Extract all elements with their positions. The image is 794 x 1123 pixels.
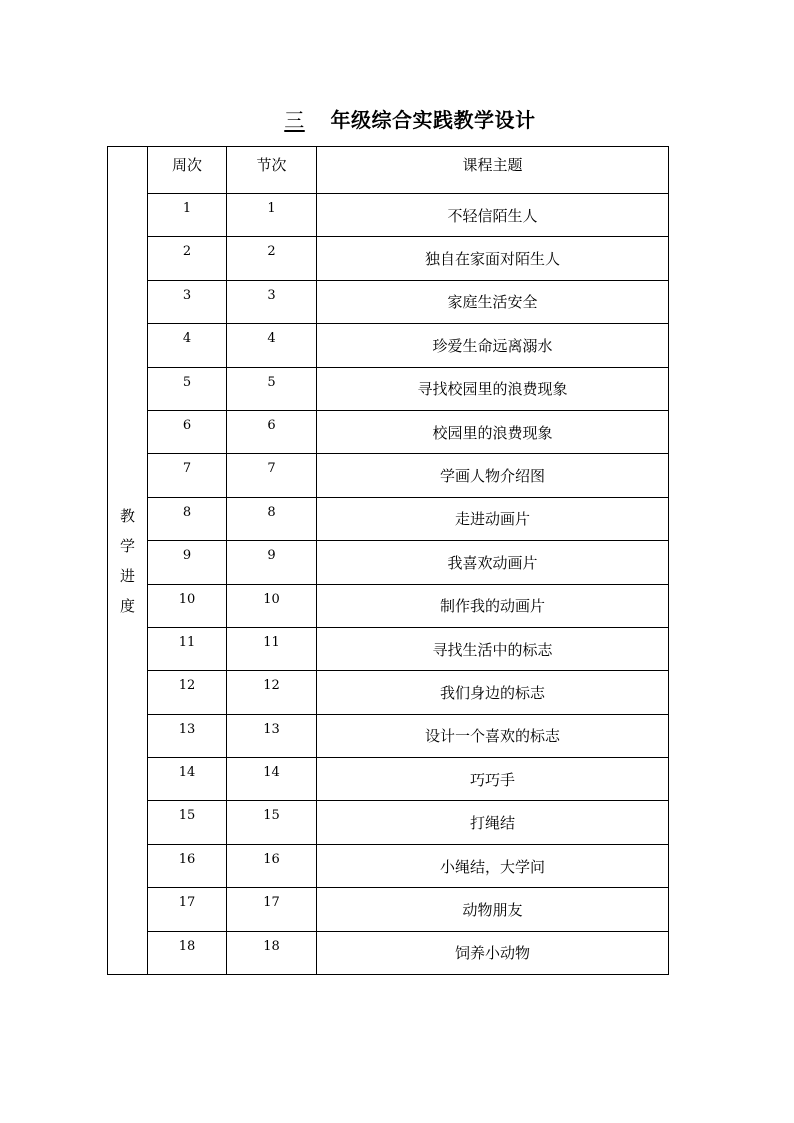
cell-topic: 独自在家面对陌生人	[317, 237, 669, 280]
cell-week: 15	[148, 801, 227, 844]
cell-week: 12	[148, 671, 227, 714]
cell-topic: 制作我的动画片	[317, 584, 669, 627]
table-row	[108, 758, 669, 801]
cell-topic: 我们身边的标志	[317, 671, 669, 714]
cell-lesson: 14	[227, 758, 317, 801]
cell-lesson: 5	[227, 367, 317, 410]
title-text: 年级综合实践教学设计	[330, 108, 536, 132]
cell-lesson: 4	[227, 324, 317, 367]
header-row	[108, 147, 669, 194]
table-row	[108, 844, 669, 887]
cell-lesson: 12	[227, 671, 317, 714]
cell-lesson: 6	[227, 410, 317, 453]
cell-topic: 小绳结，大学问	[317, 844, 669, 887]
header-topic: 课程主题	[317, 147, 669, 194]
cell-lesson: 10	[227, 584, 317, 627]
cell-topic: 珍爱生命远离溺水	[317, 324, 669, 367]
side-label	[108, 147, 148, 975]
cell-week: 5	[148, 367, 227, 410]
table-row	[108, 324, 669, 367]
cell-lesson: 3	[227, 280, 317, 323]
cell-topic: 我喜欢动画片	[317, 541, 669, 584]
side-label-char: 进	[119, 566, 135, 585]
cell-lesson: 2	[227, 237, 317, 280]
cell-week: 9	[148, 541, 227, 584]
table-row	[108, 541, 669, 584]
table-row	[108, 497, 669, 540]
cell-lesson: 7	[227, 454, 317, 497]
cell-lesson: 17	[227, 888, 317, 931]
cell-lesson: 9	[227, 541, 317, 584]
table-row	[108, 280, 669, 323]
schedule-table	[107, 146, 669, 975]
cell-topic: 校园里的浪费现象	[317, 410, 669, 453]
cell-topic: 饲养小动物	[317, 931, 669, 974]
cell-lesson: 1	[227, 194, 317, 237]
table-row	[108, 454, 669, 497]
cell-week: 1	[148, 194, 227, 237]
cell-topic: 走进动画片	[317, 497, 669, 540]
grade-field: 三	[284, 108, 305, 132]
cell-week: 13	[148, 714, 227, 757]
cell-lesson: 15	[227, 801, 317, 844]
table-row	[108, 194, 669, 237]
table-row	[108, 888, 669, 931]
table-row	[108, 237, 669, 280]
table-row	[108, 931, 669, 974]
cell-week: 14	[148, 758, 227, 801]
cell-topic: 动物朋友	[317, 888, 669, 931]
cell-week: 11	[148, 627, 227, 670]
cell-topic: 寻找校园里的浪费现象	[317, 367, 669, 410]
cell-week: 3	[148, 280, 227, 323]
cell-week: 4	[148, 324, 227, 367]
side-label-char: 学	[119, 536, 135, 555]
cell-topic: 不轻信陌生人	[317, 194, 669, 237]
cell-topic: 学画人物介绍图	[317, 454, 669, 497]
cell-week: 7	[148, 454, 227, 497]
header-week: 周次	[148, 147, 227, 194]
cell-lesson: 11	[227, 627, 317, 670]
header-lesson: 节次	[227, 147, 317, 194]
cell-lesson: 18	[227, 931, 317, 974]
cell-week: 6	[148, 410, 227, 453]
cell-week: 18	[148, 931, 227, 974]
cell-lesson: 8	[227, 497, 317, 540]
page-title	[0, 104, 794, 133]
table-row	[108, 801, 669, 844]
cell-week: 2	[148, 237, 227, 280]
cell-topic: 寻找生活中的标志	[317, 627, 669, 670]
table-row	[108, 671, 669, 714]
cell-week: 16	[148, 844, 227, 887]
table-row	[108, 367, 669, 410]
side-label-char: 度	[119, 596, 135, 615]
side-label-char: 教	[119, 506, 135, 525]
cell-lesson: 16	[227, 844, 317, 887]
cell-topic: 家庭生活安全	[317, 280, 669, 323]
table-row	[108, 584, 669, 627]
cell-topic: 设计一个喜欢的标志	[317, 714, 669, 757]
cell-week: 8	[148, 497, 227, 540]
cell-week: 10	[148, 584, 227, 627]
cell-week: 17	[148, 888, 227, 931]
table-row	[108, 410, 669, 453]
table-row	[108, 627, 669, 670]
cell-topic: 巧巧手	[317, 758, 669, 801]
table-row	[108, 714, 669, 757]
cell-topic: 打绳结	[317, 801, 669, 844]
cell-lesson: 13	[227, 714, 317, 757]
